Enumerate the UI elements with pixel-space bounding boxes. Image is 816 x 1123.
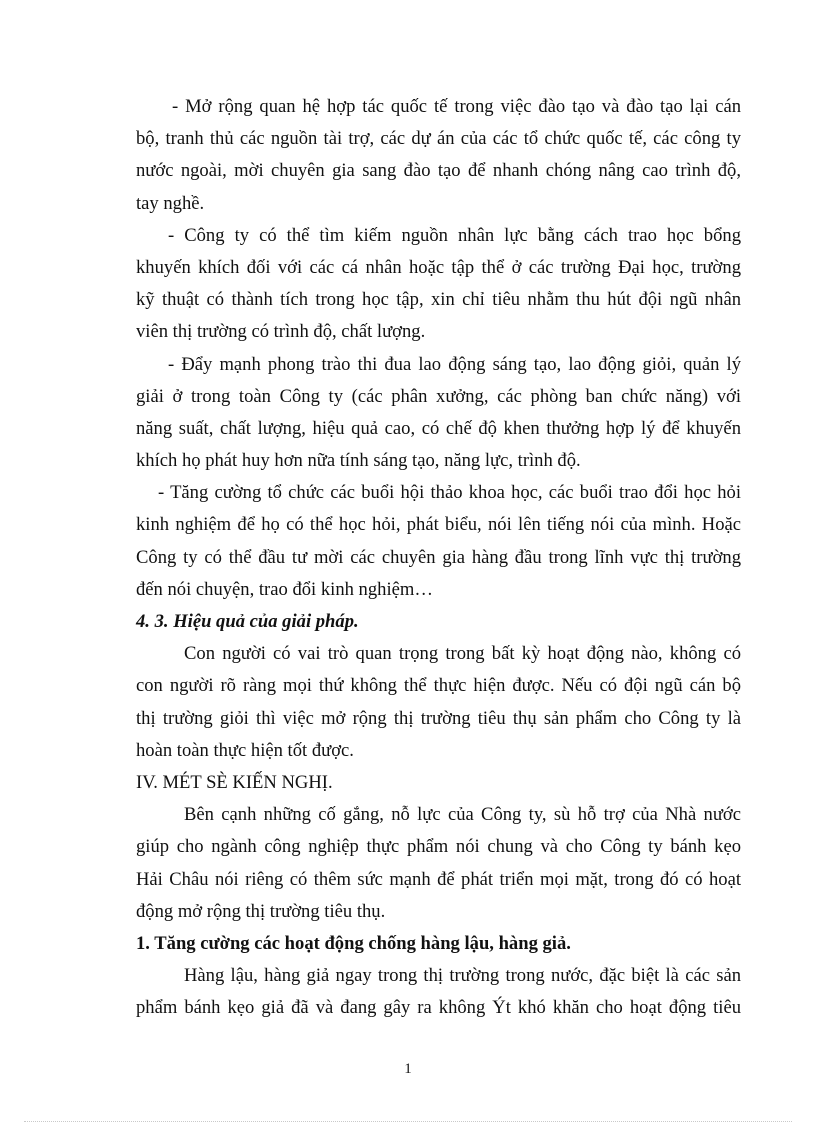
paragraph-line: tay nghề. [136,192,205,214]
paragraph-line: con người rõ ràng mọi thứ không thể thực hiện được. Nếu có đội ngũ cán bộ [136,675,741,697]
paragraph-line: phẩm bánh kẹo giả đã và đang gây ra không Ýt khó khăn cho hoạt động tiêu [136,997,741,1019]
paragraph-line: khuyến khích đối với các cá nhân hoặc tập thể ở các trường Đại học, trường [136,256,741,278]
paragraph-line: bộ, tranh thủ các nguồn tài trợ, các dự án của các tổ chức quốc tế, các công ty [136,128,741,150]
subsection-heading: 1. Tăng cường các hoạt động chống hàng lậu, hàng giả. [136,932,571,954]
paragraph-line: kỹ thuật có thành tích trong học tập, xin chỉ tiêu nhằm thu hút đội ngũ nhân [136,289,741,311]
paragraph-line: Công ty có thể đầu tư mời các chuyên gia hàng đầu trong lĩnh vực thị trường [136,546,741,568]
paragraph-line: đến nói chuyện, trao đổi kinh nghiệm… [136,578,433,600]
paragraph-line: giải ở trong toàn Công ty (các phân xưởng, các phòng ban chức năng) với [136,385,741,407]
document-body [136,91,741,1024]
paragraph-line: khích họ phát huy hơn nữa tính sáng tạo, năng lực, trình độ. [136,450,581,472]
paragraph-line: Con người có vai trò quan trọng trong bất kỳ hoạt động nào, không có [184,643,741,665]
paragraph-line: giúp cho ngành công nghiệp thực phẩm nói chung và cho Công ty bánh kẹo [136,836,741,858]
paragraph-line: hoàn toàn thực hiện tốt được. [136,739,354,761]
paragraph-line: động mở rộng thị trường tiêu thụ. [136,900,386,922]
paragraph-line: - Tăng cường tổ chức các buổi hội thảo khoa học, các buổi trao đổi học hỏi [158,482,741,504]
paragraph-line: kinh nghiệm để họ có thể học hỏi, phát biểu, nói lên tiếng nói của mình. Hoặc [136,514,741,536]
page-bottom-border [24,1121,792,1122]
paragraph-line: nước ngoài, mời chuyên gia sang đào tạo để nhanh chóng nâng cao trình độ, [136,160,741,182]
chapter-heading: IV. MÉT SÈ KIẾN NGHỊ. [136,771,333,793]
paragraph-line: thị trường giỏi thì việc mở rộng thị trường tiêu thụ sản phẩm cho Công ty là [136,707,741,729]
paragraph-line: năng suất, chất lượng, hiệu quả cao, có chế độ khen thưởng hợp lý để khuyến [136,417,741,439]
page-number: 1 [404,1061,412,1077]
paragraph-line: - Công ty có thể tìm kiếm nguồn nhân lực bằng cách trao học bổng [168,224,741,246]
paragraph-line: Bên cạnh những cố gắng, nỗ lực của Công ty, sù hỗ trợ của Nhà nước [184,804,741,826]
paragraph-line: Hàng lậu, hàng giả ngay trong thị trường trong nước, đặc biệt là các sản [184,965,741,987]
paragraph-line: - Đẩy mạnh phong trào thi đua lao động sáng tạo, lao động giỏi, quản lý [168,353,741,375]
paragraph-line: - Mở rộng quan hệ hợp tác quốc tế trong việc đào tạo và đào tạo lại cán [172,96,741,117]
section-heading: 4. 3. Hiệu quả của giải pháp. [136,611,359,632]
paragraph-line: viên thị trường có trình độ, chất lượng. [136,321,426,343]
paragraph-line: Hải Châu nói riêng có thêm sức mạnh để phát triển mọi mặt, trong đó có hoạt [136,868,741,890]
